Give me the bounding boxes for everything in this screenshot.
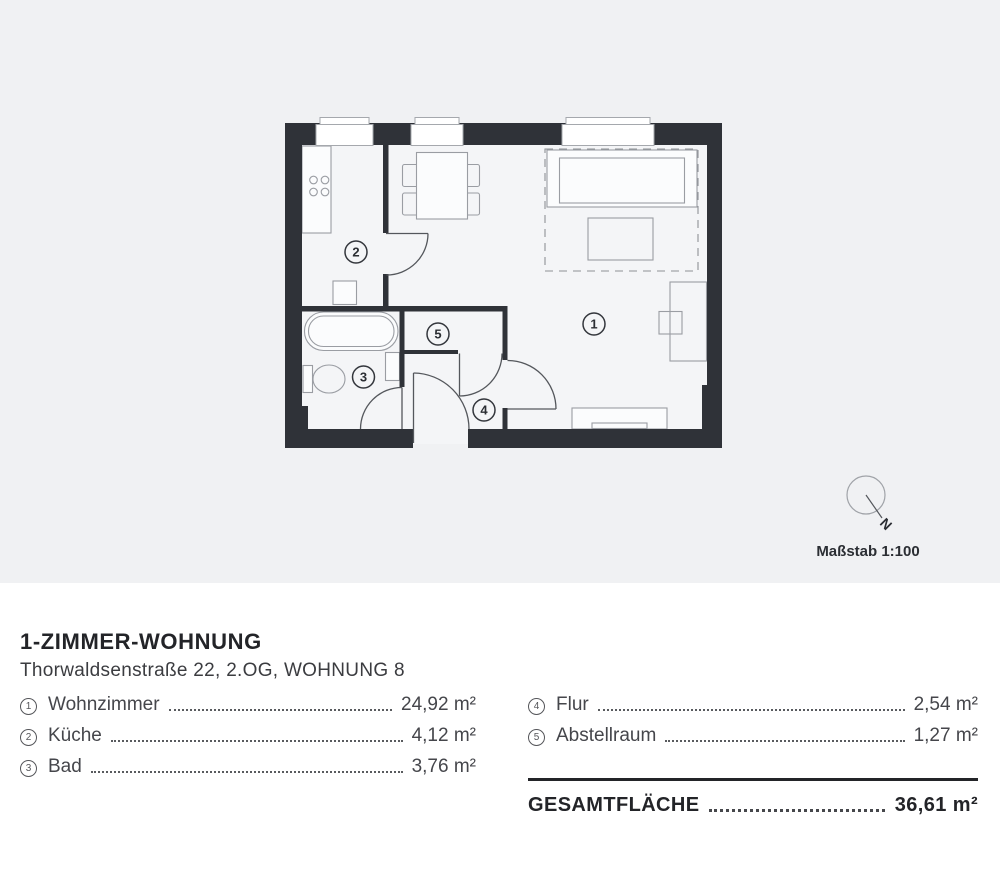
- room-area: 4,12 m²: [411, 725, 476, 746]
- dotted-leader: [111, 740, 403, 742]
- north-label: N: [876, 514, 896, 534]
- bathroom-sink: [386, 353, 400, 381]
- dotted-leader: [169, 709, 392, 711]
- room-label-2: [345, 241, 367, 263]
- svg-text:5: 5: [434, 326, 442, 342]
- room-number-badge: 3: [20, 760, 37, 777]
- room-list-left: [20, 695, 476, 788]
- total-area-value: 36,61 m²: [894, 794, 978, 816]
- total-area-row: [528, 778, 978, 815]
- room-row-wohnzimmer: [20, 695, 476, 714]
- room-label-5: [427, 323, 449, 345]
- compass-needle: [866, 495, 882, 518]
- window: [411, 118, 463, 146]
- room-number-badge: 4: [528, 698, 545, 715]
- sideboard: [572, 408, 667, 429]
- room-row-bad: [20, 757, 476, 776]
- room-number-badge: 2: [20, 729, 37, 746]
- room-number-badge: 5: [528, 729, 545, 746]
- dining-table: [417, 153, 468, 220]
- kitchen-appliance: [333, 281, 357, 305]
- dotted-leader: [665, 740, 904, 742]
- room-row-flur: [528, 695, 978, 714]
- page-subtitle: Thorwaldsenstraße 22, 2.OG, WOHNUNG 8: [20, 660, 405, 681]
- svg-text:4: 4: [480, 402, 488, 418]
- svg-text:3: 3: [359, 369, 368, 385]
- room-area: 3,76 m²: [411, 756, 476, 777]
- room-name: Küche: [48, 725, 102, 746]
- room-name: Bad: [48, 756, 82, 777]
- window: [562, 118, 654, 146]
- room-area: 24,92 m²: [401, 694, 476, 715]
- room-area: 2,54 m²: [913, 694, 978, 715]
- window: [316, 118, 373, 146]
- compass: [847, 476, 895, 533]
- dotted-leader: [91, 771, 403, 773]
- room-row-kueche: [20, 726, 476, 745]
- room-row-abstellraum: [528, 726, 978, 745]
- title-block: [20, 629, 405, 682]
- svg-text:1: 1: [590, 316, 598, 332]
- room-number-badge: 1: [20, 698, 37, 715]
- room-name: Abstellraum: [556, 725, 657, 746]
- room-list-right: [528, 695, 978, 815]
- room-name: Wohnzimmer: [48, 694, 160, 715]
- toilet-tank: [303, 366, 313, 393]
- scale-label: Maßstab 1:100: [816, 543, 920, 560]
- room-label-3: [353, 366, 375, 388]
- total-label: GESAMTFLÄCHE: [528, 794, 700, 816]
- apartment-info-section: [0, 583, 1000, 889]
- room-area: 1,27 m²: [913, 725, 978, 746]
- dotted-leader: [709, 809, 884, 812]
- bathtub-outer: [305, 312, 399, 351]
- page-title: 1-ZIMMER-WOHNUNG: [20, 629, 262, 654]
- room-name: Flur: [556, 694, 589, 715]
- svg-text:2: 2: [352, 244, 360, 260]
- room-label-1: [583, 313, 605, 335]
- room-label-4: [473, 399, 495, 421]
- sofa-outer: [547, 150, 697, 207]
- dotted-leader: [598, 709, 905, 711]
